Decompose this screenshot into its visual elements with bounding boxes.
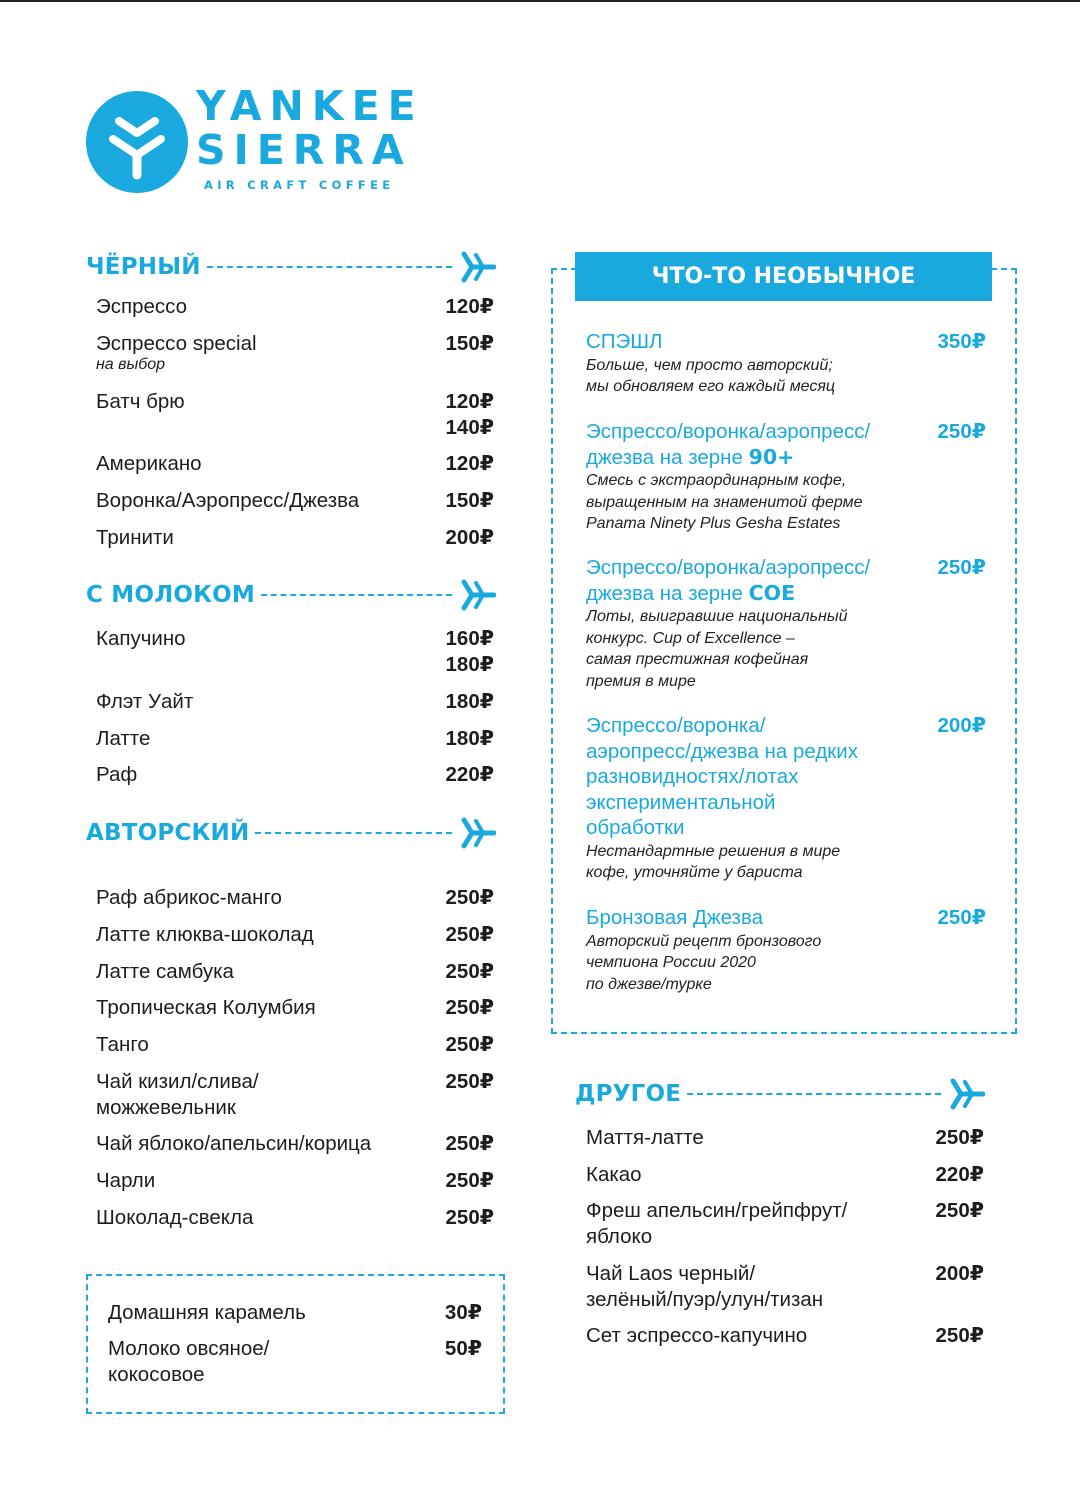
plane-arrow-icon: [460, 250, 496, 284]
menu-item: [586, 1198, 984, 1250]
special-item-desc: самая престижная кофейная: [586, 651, 809, 668]
item-price: 250₽: [935, 1126, 984, 1149]
section-heading-other: [575, 1077, 985, 1111]
item-name: Эспрессо special: [96, 332, 257, 355]
item-price: 250₽: [445, 923, 494, 946]
special-item-name-bold: COE: [748, 580, 796, 605]
special-item-desc: Авторский рецепт бронзового: [586, 932, 822, 950]
item-price: 250₽: [445, 886, 494, 909]
special-item-desc: премия в мире: [586, 672, 696, 690]
item-price: 120₽: [445, 390, 494, 413]
special-item-desc: мы обновляем его каждый месяц: [586, 378, 836, 395]
special-item-desc: Смесь с экстраординарным кофе,: [586, 472, 847, 489]
special-item-desc: Больше, чем просто авторский;: [586, 356, 833, 374]
special-item: [586, 713, 986, 884]
special-item-desc: конкурс. Cup of Excellence –: [586, 629, 795, 647]
item-price: 250₽: [445, 960, 494, 983]
special-item-name-part: джезва на зерне: [586, 581, 749, 605]
item-price: 200₽: [445, 526, 494, 549]
item-price: 180₽: [445, 690, 494, 713]
item-price-large: 140₽: [445, 416, 494, 439]
brand-name-line2: SIERRA: [196, 126, 412, 174]
item-price: 150₽: [445, 332, 494, 355]
dashed-divider: [255, 832, 452, 834]
item-name: Батч брю: [96, 390, 185, 413]
item-name: Раф абрикос-манго: [96, 886, 282, 909]
section-title: ДРУГОЕ: [575, 1081, 682, 1107]
item-price: 220₽: [445, 763, 494, 786]
special-item-name-bold: 90+: [748, 444, 795, 469]
special-item-name: [586, 581, 986, 607]
special-item-name: Эспрессо/воронка/аэропресс/: [586, 420, 871, 443]
item-name: Чарли: [96, 1169, 156, 1192]
special-item-name: [586, 445, 986, 471]
item-name-line2: зелёный/пуэр/улун/тизан: [586, 1288, 824, 1311]
special-item-desc: Нестандартные решения в мире: [586, 842, 841, 860]
special-item: [586, 555, 986, 692]
special-item-name-part: джезва на зерне: [586, 445, 749, 469]
brand-logo: [86, 82, 446, 202]
item-name: Чай Laos черный/: [586, 1262, 756, 1285]
addon-item: [108, 1336, 482, 1388]
special-item-price: 250₽: [937, 420, 986, 443]
item-price: 120₽: [445, 452, 494, 475]
item-price: 250₽: [445, 1132, 494, 1155]
section-heading-author: [86, 816, 496, 850]
item-name-line2: кокосовое: [108, 1363, 205, 1386]
item-name: Латте самбука: [96, 960, 234, 983]
item-price-large: 180₽: [445, 653, 494, 676]
item-name: Маття-латте: [586, 1126, 704, 1149]
item-name: Чай кизил/слива/: [96, 1070, 259, 1093]
special-item-price: 200₽: [937, 714, 986, 737]
special-item-desc: по джезве/турке: [586, 975, 712, 993]
section-title: ЧЁРНЫЙ: [86, 254, 201, 280]
special-item-desc: кофе, уточняйте у бариста: [586, 864, 803, 881]
special-item: [586, 905, 986, 995]
item-price: 200₽: [935, 1262, 984, 1285]
item-price: 150₽: [445, 489, 494, 512]
section-title: АВТОРСКИЙ: [86, 820, 250, 846]
plane-arrow-icon: [949, 1077, 985, 1111]
special-item-desc: чемпиона России 2020: [586, 954, 756, 971]
special-item-desc: Лоты, выигравшие национальный: [586, 608, 848, 625]
special-item-name: экспериментальной: [586, 790, 776, 814]
section-heading-black: [86, 250, 496, 284]
item-name: Домашняя карамель: [108, 1301, 306, 1324]
special-item-name: обработки: [586, 816, 685, 839]
item-name: Чай яблоко/апельсин/корица: [96, 1132, 372, 1155]
dashed-divider: [261, 594, 452, 596]
special-item: [586, 329, 986, 398]
item-name: Какао: [586, 1163, 642, 1186]
item-price: 250₽: [445, 1206, 494, 1229]
special-item-name: аэропресс/джезва на редких: [586, 739, 858, 763]
top-border-line: [0, 0, 1080, 2]
item-price: 250₽: [445, 1033, 494, 1056]
special-item-name: разновидностях/лотах: [586, 765, 799, 788]
item-name: Флэт Уайт: [96, 690, 194, 713]
special-item-name: Эспрессо/воронка/: [586, 714, 766, 737]
special-item: [586, 419, 986, 535]
item-price: 120₽: [445, 295, 494, 318]
special-item-price: 350₽: [937, 330, 986, 353]
section-title: С МОЛОКОМ: [86, 582, 256, 608]
special-item-name: Эспрессо/воронка/аэропресс/: [586, 556, 871, 579]
item-price: 180₽: [445, 727, 494, 750]
special-item-desc: Panama Ninety Plus Gesha Estates: [586, 515, 841, 532]
dashed-divider: [687, 1093, 941, 1095]
item-price: 220₽: [935, 1163, 984, 1186]
item-name: Эспрессо: [96, 295, 188, 318]
item-name: Танго: [96, 1033, 149, 1056]
special-item-name: Бронзовая Джезва: [586, 906, 764, 929]
item-name: Латте: [96, 727, 151, 750]
special-item-price: 250₽: [937, 906, 986, 929]
logo-emblem-icon: [86, 91, 188, 193]
item-name: Тринити: [96, 526, 174, 549]
item-name: Воронка/Аэропресс/Джезва: [96, 489, 360, 512]
item-price: 250₽: [935, 1324, 984, 1347]
item-note: на выбор: [96, 356, 166, 373]
item-name: Фреш апельсин/грейпфрут/: [586, 1199, 848, 1222]
item-price: 30₽: [444, 1301, 482, 1324]
item-name: Латте клюква-шоколад: [96, 923, 314, 946]
plane-arrow-icon: [460, 578, 496, 612]
item-price: 250₽: [935, 1199, 984, 1222]
dashed-divider: [207, 266, 452, 268]
section-heading-milk: [86, 578, 496, 612]
item-name: Тропическая Колумбия: [96, 996, 316, 1019]
item-price: 250₽: [445, 1169, 494, 1192]
item-price: 250₽: [445, 996, 494, 1019]
brand-name-line1: YANKEE: [196, 82, 424, 130]
menu-item: [96, 1069, 494, 1121]
brand-tagline: AIR CRAFT COFFEE: [204, 178, 395, 192]
plane-arrow-icon: [460, 816, 496, 850]
item-name-line2: можжевельник: [96, 1096, 236, 1119]
item-price: 50₽: [444, 1337, 482, 1360]
item-name: Американо: [96, 452, 202, 475]
special-item-desc: выращенным на знаменитой ферме: [586, 493, 863, 511]
item-price: 160₽: [445, 627, 494, 650]
special-item-price: 250₽: [937, 556, 986, 579]
special-item-name: СПЭШЛ: [586, 330, 663, 353]
item-price: 250₽: [445, 1070, 494, 1093]
special-section-title: ЧТО-ТО НЕОБЫЧНОЕ: [575, 252, 992, 301]
menu-item: [586, 1261, 984, 1313]
item-name: Сет эспрессо-капучино: [586, 1324, 808, 1347]
item-name: Капучино: [96, 627, 186, 650]
item-name: Шоколад-свекла: [96, 1206, 254, 1229]
item-name-line2: яблоко: [586, 1225, 653, 1248]
item-name: Молоко овсяное/: [108, 1337, 270, 1360]
item-name: Раф: [96, 763, 138, 786]
